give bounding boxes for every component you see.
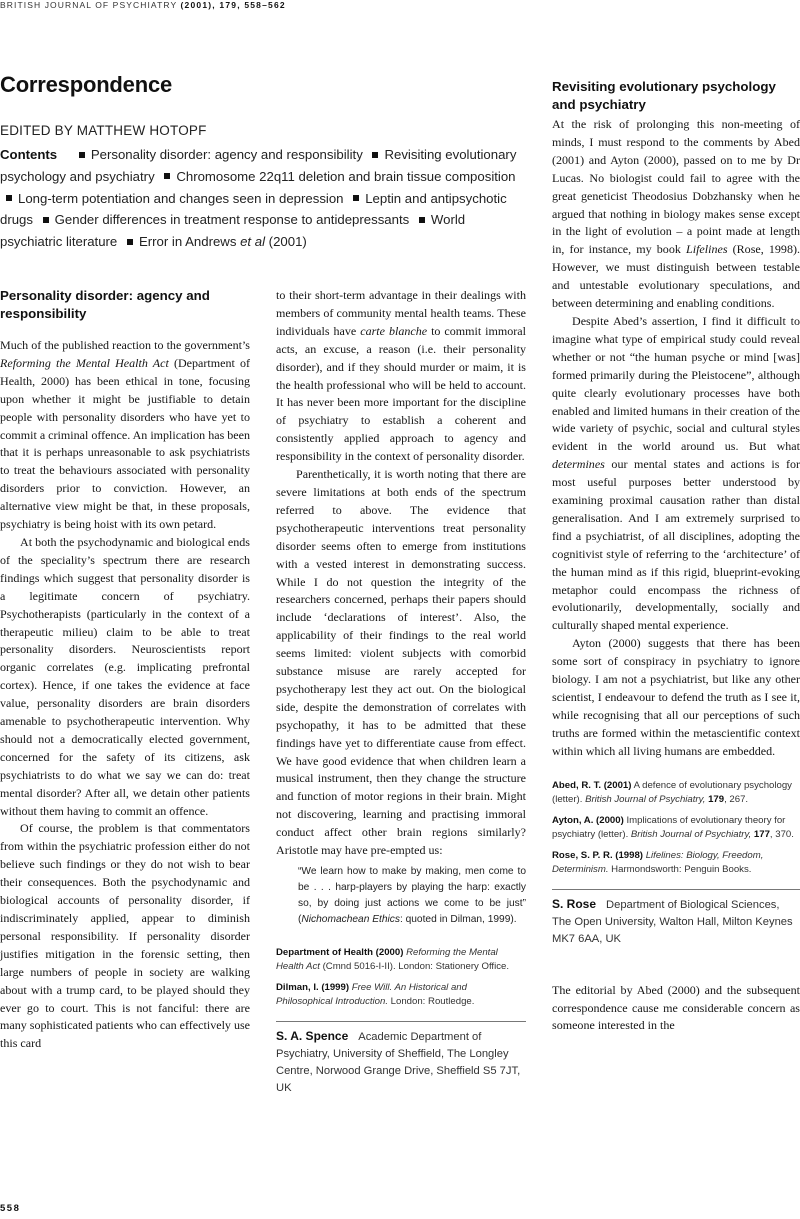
text: Much of the published reaction to the government’s (0, 338, 250, 352)
italic-text: Nichomachean Ethics (301, 914, 400, 925)
bullet-icon (43, 217, 49, 223)
reference-title: Reforming the Mental Health Act (276, 947, 498, 972)
letter-heading-evolutionary-psychology: Revisiting evolutionary psychology and psychiatry (552, 79, 776, 112)
bullet-icon (79, 152, 85, 158)
bullet-icon (164, 173, 170, 179)
italic-text: Reforming the Mental Health Act (0, 355, 169, 370)
contents-item-text: (2001) (265, 234, 307, 250)
author-affiliation (276, 1028, 526, 1097)
author-name: S. Rose (552, 896, 597, 911)
reference-details: Implications of evolutionary theory for psychiatry (letter). (552, 814, 786, 840)
contents-item[interactable]: Gender differences in treatment response to antidepressants (54, 212, 410, 228)
reference-details: A defence of evolutionary psychology (letter). (552, 779, 792, 805)
text: to commit immoral acts, an excuse, a reason (i.e. their personality disorder), and if they should murder or maim, it is the health professional who will be held to account. It has never been more important for the discipline of psychiatry to establish a coherent and consistently applied approach to agency and responsibility in the context of personality disorder. (276, 323, 526, 464)
contents-item[interactable]: Long-term potentiation and changes seen in depression (18, 190, 344, 206)
reference-authors: Abed, R. T. (2001) (552, 779, 632, 791)
reference-pages: , 267. (724, 793, 749, 805)
letter-heading-personality-disorder: Personality disorder: agency and responsibility (0, 288, 210, 321)
italic-text: Lifelines (686, 242, 728, 257)
column-3 (552, 78, 800, 1035)
author-name: S. A. Spence (276, 1029, 349, 1043)
bullet-icon (353, 195, 359, 201)
reference-title: Free Will. An Historical and Philosophical Introduction. (276, 982, 467, 1007)
divider (276, 1021, 526, 1022)
reference-details: London: Routledge. (388, 996, 475, 1007)
references-list (276, 946, 526, 1009)
block-quote (298, 864, 526, 928)
paragraph (276, 287, 526, 466)
text: Despite Abed’s assertion, I find it difficult to imagine what type of empirical study could reveal whether or not “the human psyche or mind [was] formed primarily during the Pleistocene”, although quite clearly evolutionary processes have both enabled and limited humans in their creation of the wide variety of psychic, social and cultural styles evident in the world around us. But what (552, 313, 800, 454)
reference-authors: Rose, S. P. R. (1998) (552, 849, 644, 861)
reference-details: (Cmnd 5016-I-II). London: Stationery Office. (319, 961, 510, 972)
reference-item (552, 849, 800, 877)
bullet-icon (127, 239, 133, 245)
affiliation-text: Academic Department of Psychiatry, University of Sheffield, The Longley Centre, Norwood Grange Drive, Sheffield S5 7JT, UK (276, 1031, 521, 1094)
italic-text: carte blanche (360, 323, 428, 338)
text: : quoted in Dilman, 1999). (399, 914, 517, 925)
reference-authors: Department of Health (2000) (276, 947, 404, 958)
journal-citation: (2001), 179, 558–562 (180, 0, 286, 10)
paragraph: At both the psychodynamic and biological ends of the speciality’s spectrum there are research findings which suggest that personality disorder is a legitimate concern of psychiatry. Psychotherapists (particularly in the context of a therapeutic milieu) claim to be able to treat personality disorders. Neuroscientists report organic correlates (e.g. implicating prefrontal cortex). Hence, if one takes the evidence at face value, personality disorders are brain disorders amenable to psychotherapeutic intervention. Why should not a democratically elected government, concerned for the safety of its citizens, ask psychiatrists to do what we say we can do: treat mental disorder? After all, we detain other patients without them having to commit an offence. (0, 534, 250, 818)
running-head (0, 0, 286, 10)
contents-label: Contents (0, 147, 58, 162)
reference-authors: Ayton, A. (2000) (552, 814, 624, 826)
reference-item (552, 814, 800, 842)
contents-item[interactable]: Chromosome 22q11 deletion and brain tissue composition (176, 168, 516, 184)
text: to their short-term advantage in their dealings with members of community mental health teams. These individuals have (276, 288, 526, 338)
contents-item[interactable]: Leptin and antipsychotic drugs (0, 190, 507, 228)
reference-authors: Dilman, I. (1999) (276, 982, 350, 993)
reference-item (276, 946, 526, 974)
paragraph: Parenthetically, it is worth noting that there are severe limitations at both ends of the spectrum referred to above. The evidence that psychotherapeutic interventions treat personality disorder seems often to emerge from institutions with a vested interest in demonstrating success. While I do not question the integrity of the researchers concerned, perhaps their papers should include ‘declarations of interest’. Also, the applicability of their findings to the real world seems limited: violent subjects with comorbid substance misuse are rarely accepted for psychotherapy lest they act out. On the biological side, despite the demonstration of correlates with psychopathy, it has to be admitted that these findings have yet to differentiate cause from effect. We have good evidence that when children learn a musical instrument, then they change the structure and function of motor regions in their brain. Might not discovering, learning and practising immoral conduct affect other brain regions similarly? Aristotle may have pre-empted us: (276, 467, 526, 858)
text: ( (298, 914, 302, 925)
edited-by: EDITED BY MATTHEW HOTOPF (0, 123, 207, 138)
reference-journal: British Journal of Psychiatry, (630, 828, 752, 840)
bullet-icon (6, 195, 12, 201)
contents-list (0, 144, 530, 253)
page-number: 558 (0, 1203, 21, 1214)
contents-item[interactable]: World psychiatric literature (0, 212, 466, 250)
paragraph (552, 313, 800, 635)
contents-item-italic: et al (240, 234, 266, 250)
paragraph (552, 116, 800, 313)
page-title: Correspondence (0, 72, 173, 97)
paragraph (0, 337, 250, 534)
text: (Rose, 1998). However, we must distinguish between testable and untestable evolutionary speculations, and between determining and enabling conditions. (552, 242, 800, 311)
contents-item[interactable]: Revisiting evolutionary psychology and psychiatry (0, 147, 517, 184)
contents-item-text: Error in Andrews (138, 234, 241, 250)
reference-volume: 179 (708, 793, 725, 805)
paragraph: Of course, the problem is that commentators from within the psychiatric profession either do not believe such findings or they do not wish to bear their consequences. Both the psychodynamic and biological accounts of personality disorder, if indiscriminately applied, appear to diminish personal responsibility. If personality disorder justifies mitigation in the forensic setting, then large numbers of people in society are walking about with a trump card, to be played should they ever go to court. This is not fanciful: there are many sophisticated patients who can effectively use this card (0, 821, 251, 1051)
references-list (552, 779, 800, 877)
bullet-icon (372, 152, 378, 158)
quote-text: “We learn how to make by making, men come to be . . . harp-players by playing the harp: exactly so, by doing just actions we come to be just” (298, 866, 526, 909)
paragraph: The editorial by Abed (2000) and the subsequent correspondence cause me considerable concern as someone interested in the (552, 982, 800, 1033)
reference-item (276, 981, 526, 1009)
column-2 (276, 287, 526, 1097)
reference-pages: , 370. (769, 828, 794, 840)
affiliation-text: Department of Biological Sciences, The Open University, Walton Hall, Milton Keynes MK7 6AA, UK (552, 898, 793, 945)
contents-item[interactable]: Personality disorder: agency and responsibility (90, 147, 363, 162)
text: At the risk of prolonging this non-meeting of minds, I must respond to the comments by Abed (2001) and Ayton (2000), passed on to me by Dr Lucas. No biologist could fail to agree with the great geneticist Theodosius Dobzhansky when he argued that nothing in biology makes sense except in the light of evolution – a point made at length in, for instance, my book (552, 117, 800, 257)
contents-item[interactable] (139, 234, 307, 249)
reference-details: Harmondsworth: Penguin Books. (608, 863, 752, 875)
paragraph: Ayton (2000) suggests that there has been some sort of conspiracy in psychiatry to ignore biology. I am not a psychiatrist, but like any other scientist, I endeavour to defend the truth as I see it, while recognising that all our perceptions of such truths are formed within the metascientific context within which all living humans are embedded. (552, 636, 800, 758)
reference-item (552, 779, 800, 807)
author-affiliation (552, 896, 800, 948)
italic-text: determines (552, 457, 605, 472)
text: our mental states and actions is for most useful purposes better understood by examining proximal causation rather than distal generalisation. And I am extremely surprised to find a psychiatrist, of all disciplines, adopting the cognitivist style of referring to the ‘architecture’ of the human mind as if this rigid, blueprint-evoking metaphor could encompass the richness of evolutionarily, developmentally, socially and culturally shaped mental experience. (552, 457, 800, 633)
column-1 (0, 287, 250, 1053)
bullet-icon (419, 217, 425, 223)
text: (Department of Health, 2000) has been ethical in tone, focusing upon whether it might be justifiable to detain people with personality disorders who have yet to commit a criminal offence. An implication has been that it is perhaps unreasonable to ask psychiatrists to treat the behaviours associated with personality disorders prior to conviction. However, an alternative view might be that, in these proposals, psychiatry is being hoist with its own petard. (0, 355, 251, 532)
reference-volume: 177 (753, 828, 770, 840)
reference-title: Lifelines: Biology, Freedom, Determinism. (552, 849, 764, 875)
reference-journal: British Journal of Psychiatry, (585, 793, 706, 805)
journal-name: BRITISH JOURNAL OF PSYCHIATRY (0, 0, 178, 10)
divider (552, 889, 800, 890)
